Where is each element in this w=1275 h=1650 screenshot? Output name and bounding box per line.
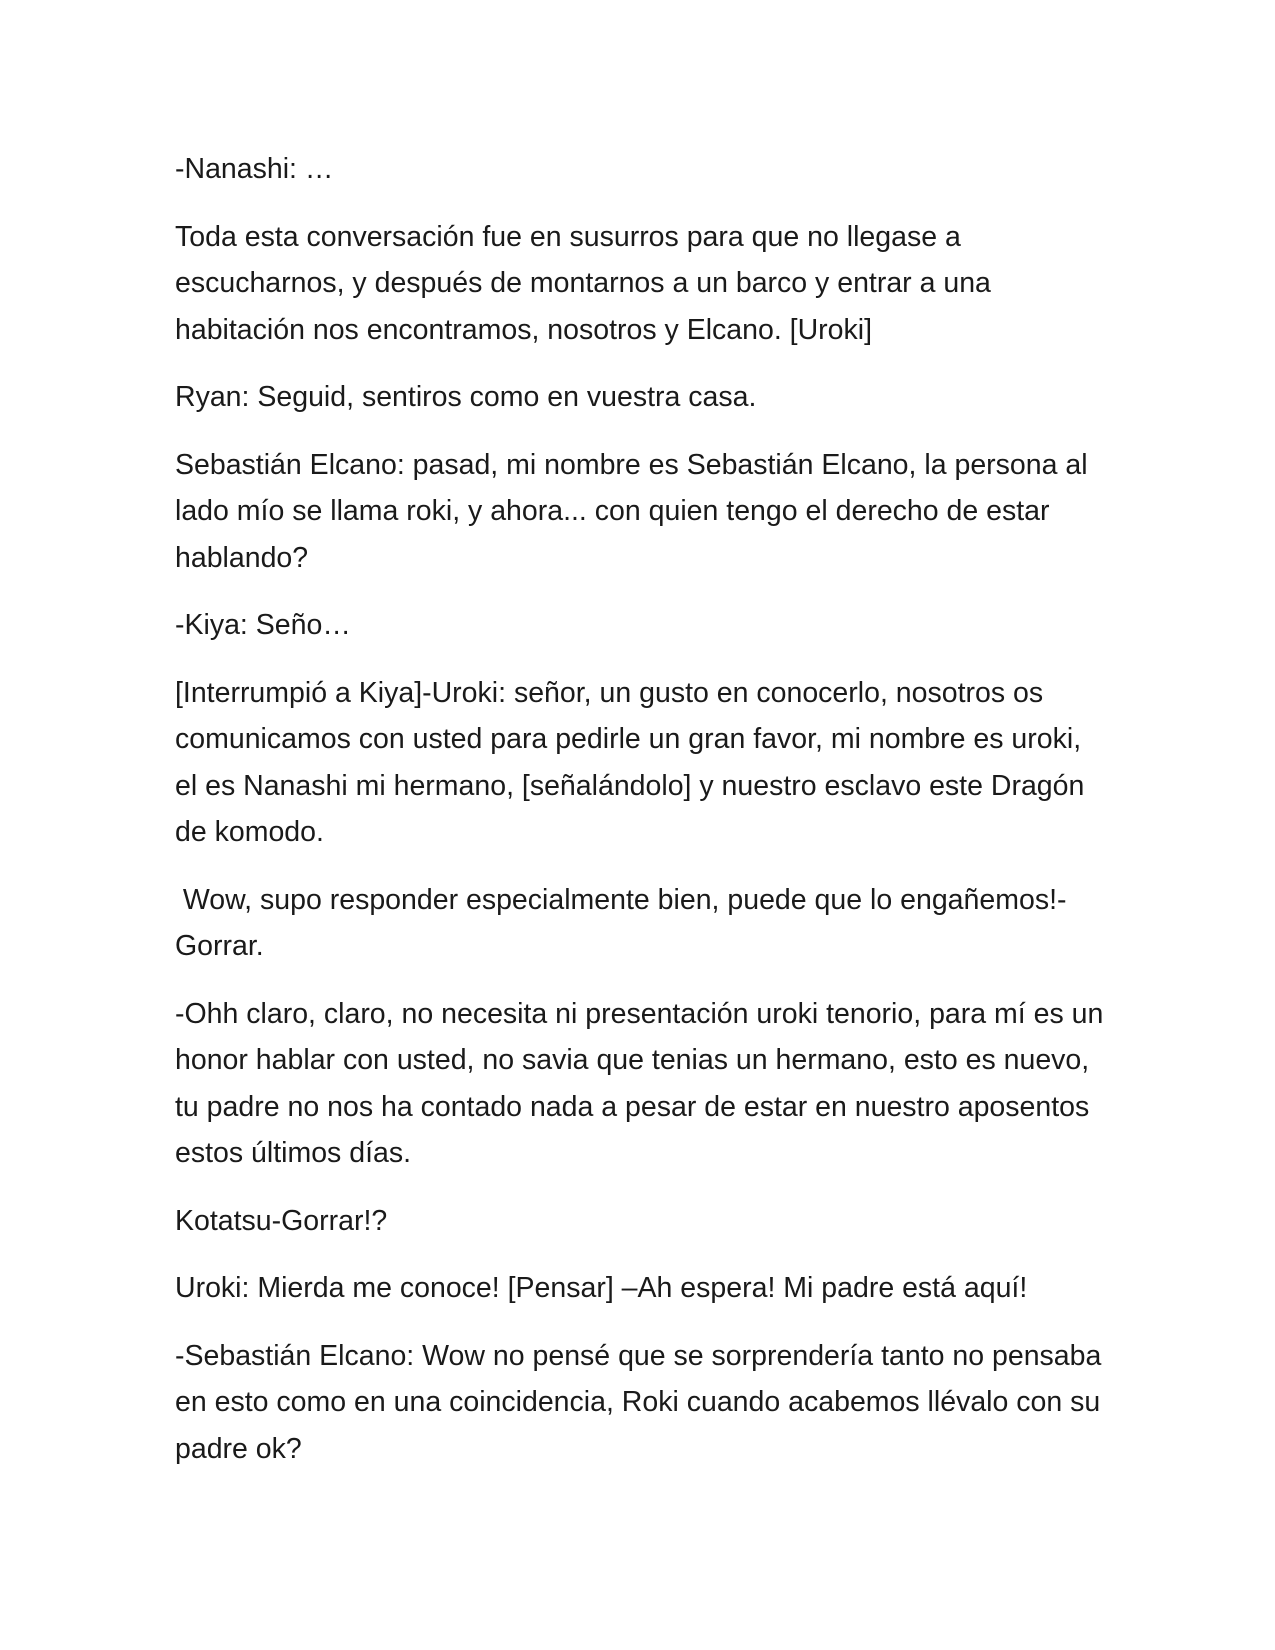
paragraph-elcano-introduction: Sebastián Elcano: pasad, mi nombre es Sebastián Elcano, la persona al lado mío se llama roki, y ahora... con quien tengo el derecho de estar hablando? [175, 448, 1096, 574]
paragraph-ryan-line: Ryan: Seguid, sentiros como en vuestra casa. [175, 381, 757, 413]
paragraph-narration-whispers: Toda esta conversación fue en susurros para que no llegase a escucharnos, y después de montarnos a un barco y entrar a una habitación nos encontramos, nosotros y Elcano. [Uroki] [175, 220, 999, 346]
paragraph-nanashi-ellipsis: -Nanashi: … [175, 153, 334, 185]
paragraph-elcano-closing: -Sebastián Elcano: Wow no pensé que se sorprendería tanto no pensaba en esto como en una coincidencia, Roki cuando acabemos llévalo con su padre ok? [175, 1339, 1110, 1465]
paragraph-elcano-recognition: -Ohh claro, claro, no necesita ni presentación uroki tenorio, para mí es un honor hablar con usted, no savia que tenias un hermano, esto es nuevo, tu padre no nos ha contado nada a pesar de estar en nuestro aposentos estos últimos días. [175, 997, 1112, 1169]
paragraph-uroki-thought: Uroki: Mierda me conoce! [Pensar] –Ah espera! Mi padre está aquí! [175, 1272, 1028, 1304]
paragraph-kiya-line: -Kiya: Seño… [175, 609, 351, 641]
paragraph-kotatsu-gorrar: Kotatsu-Gorrar!? [175, 1204, 388, 1237]
paragraph-gorrar-thought: Wow, supo responder especialmente bien, puede que lo engañemos!-Gorrar. [175, 883, 1067, 962]
document-body [175, 146, 1110, 1493]
paragraph-uroki-reply: [Interrumpió a Kiya]-Uroki: señor, un gusto en conocerlo, nosotros os comunicamos con usted para pedirle un gran favor, mi nombre es uroki, el es Nanashi mi hermano, [señalándolo] y nuestro esclavo este Dragón de komodo. [175, 676, 1093, 848]
